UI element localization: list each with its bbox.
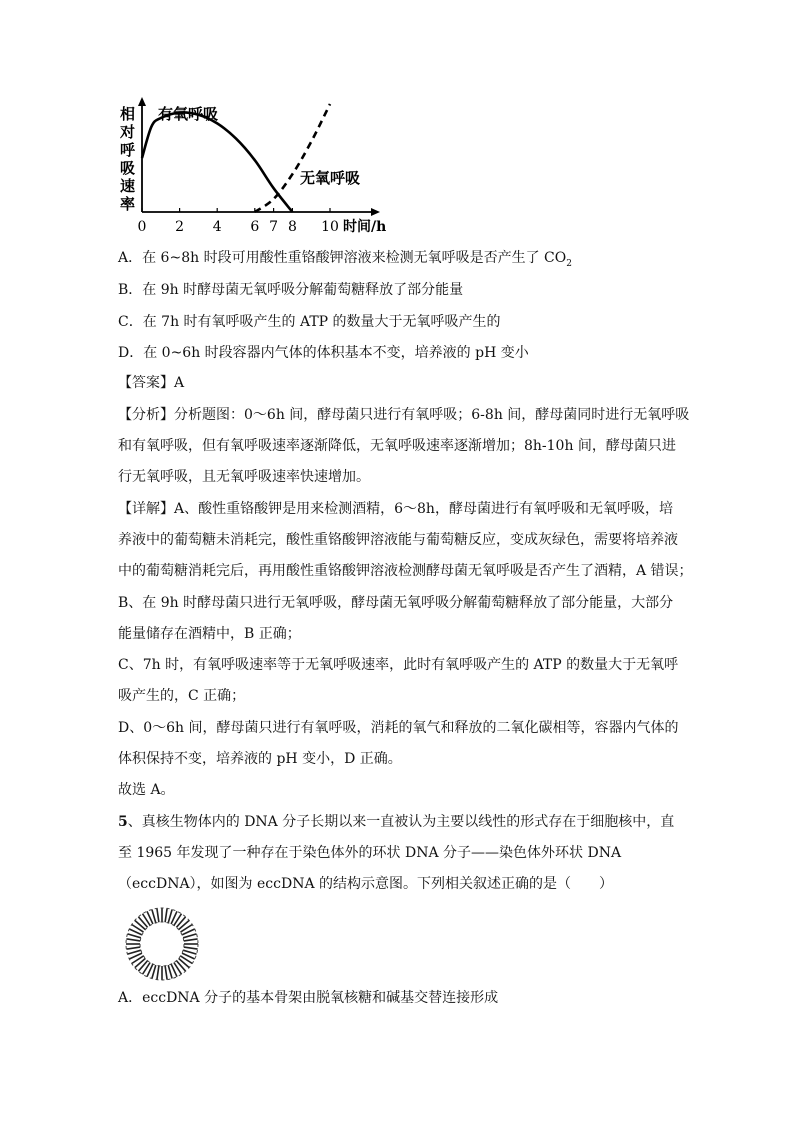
base-pair-rung: [152, 965, 156, 978]
x-axis-arrow: [371, 208, 380, 216]
eccdna-ring-diagram: [122, 904, 202, 984]
base-pair-rung: [128, 950, 141, 954]
analysis-line: 【分析】分析题图：0～6h 间，酵母菌只进行有氧呼吸；6-8h 间，酵母菌同时进行无氧呼吸: [118, 407, 690, 423]
x-tick-label: 4: [212, 219, 222, 235]
base-pair-rung: [183, 934, 196, 938]
detail-line: 体积保持不变，培养液的 pH 变小，D 正确。: [118, 751, 402, 767]
base-pair-rung: [165, 908, 167, 922]
y-axis-label-char: 对: [120, 123, 136, 141]
question-number: 5: [118, 814, 128, 830]
series-aerobic-label: 有氧呼吸: [158, 105, 219, 123]
x-tick-label: 7: [269, 219, 279, 235]
base-pair-rung: [184, 947, 198, 949]
x-tick-label: 0: [137, 219, 147, 235]
x-tick-label: 10: [321, 219, 339, 235]
dna-backbone-strand: [140, 922, 184, 966]
y-axis-label-char: 相: [120, 105, 136, 123]
base-pair-rung: [183, 950, 196, 954]
y-axis-label-char: 速: [120, 177, 136, 195]
base-pair-rung: [152, 910, 156, 923]
x-axis-label: 时间/h: [343, 219, 387, 235]
series-anaerobic-label: 无氧呼吸: [300, 169, 361, 187]
question-5-line: 5、真核生物体内的 DNA 分子长期以来一直被认为主要以线性的形式存在于细胞核中，直: [118, 814, 675, 830]
question-5-line: （eccDNA），如图为 eccDNA 的结构示意图。下列相关叙述正确的是（ ）: [118, 876, 614, 892]
base-pair-rung: [128, 934, 141, 938]
analysis-line: 行无氧呼吸，且无氧呼吸速率快速增加。: [118, 469, 370, 485]
option-b: B．在 9h 时酵母菌无氧呼吸分解葡萄糖释放了部分能量: [118, 282, 464, 298]
analysis-line: 和有氧呼吸，但有氧呼吸速率逐渐降低，无氧呼吸速率逐渐增加；8h-10h 间，酵母菌只进: [118, 438, 676, 454]
y-axis-arrow: [138, 97, 146, 106]
base-pair-rung: [168, 965, 172, 978]
detail-line: 养液中的葡萄糖未消耗完，酸性重铬酸钾溶液能与葡萄糖反应，变成灰绿色，需要将培养液: [118, 532, 678, 548]
x-tick-label: 6: [250, 219, 260, 235]
base-pair-rung: [126, 947, 140, 949]
answer: 【答案】A: [118, 375, 185, 391]
base-pair-rung: [184, 939, 198, 941]
respiration-rate-chart: [110, 95, 400, 240]
detail-line: 吸产生的，C 正确；: [118, 688, 246, 704]
question-5-line: 至 1965 年发现了一种存在于染色体外的环状 DNA 分子——染色体外环状 DNA: [118, 845, 622, 861]
x-tick-label: 8: [287, 219, 297, 235]
base-pair-rung: [126, 939, 140, 941]
y-axis-label-char: 吸: [120, 159, 136, 177]
detail-line: D、0～6h 间，酵母菌只进行有氧呼吸，消耗的氧气和释放的二氧化碳相等，容器内气体的: [118, 720, 679, 736]
conclusion: 故选 A。: [118, 782, 175, 798]
base-pair-rung: [157, 966, 159, 980]
y-axis-label-char: 呼: [120, 141, 136, 159]
option-a: A．在 6~8h 时段可用酸性重铬酸钾溶液来检测无氧呼吸是否产生了 $CO_2$: [118, 250, 572, 269]
y-axis-label-char: 率: [120, 195, 136, 213]
question-5-option-a: A．eccDNA 分子的基本骨架由脱氧核糖和碱基交替连接形成: [118, 990, 499, 1006]
x-tick-label: 2: [175, 219, 185, 235]
option-d: D．在 0~6h 时段容器内气体的体积基本不变，培养液的 pH 变小: [118, 345, 529, 361]
base-pair-rung: [165, 966, 167, 980]
detail-line: 【详解】A、酸性重铬酸钾是用来检测酒精，6～8h，酵母菌进行有氧呼吸和无氧呼吸，培: [118, 501, 673, 517]
detail-line: C、7h 时，有氧呼吸速率等于无氧呼吸速率，此时有氧呼吸产生的 ATP 的数量大于无氧呼: [118, 657, 679, 673]
option-c: C．在 7h 时有氧呼吸产生的 ATP 的数量大于无氧呼吸产生的: [118, 314, 501, 330]
detail-line: 中的葡萄糖消耗完后，再用酸性重铬酸钾溶液检测酵母菌无氧呼吸是否产生了酒精，A 错误；: [118, 563, 693, 579]
detail-line: B、在 9h 时酵母菌只进行无氧呼吸，酵母菌无氧呼吸分解葡萄糖释放了部分能量，大部分: [118, 595, 674, 611]
y-axis-label: [119, 105, 136, 213]
detail-line: 能量储存在酒精中，B 正确；: [118, 626, 301, 642]
base-pair-rung: [168, 910, 172, 923]
base-pair-rung: [157, 908, 159, 922]
series-aerobic-line: [142, 112, 292, 212]
series-anaerobic-line: [255, 104, 330, 212]
